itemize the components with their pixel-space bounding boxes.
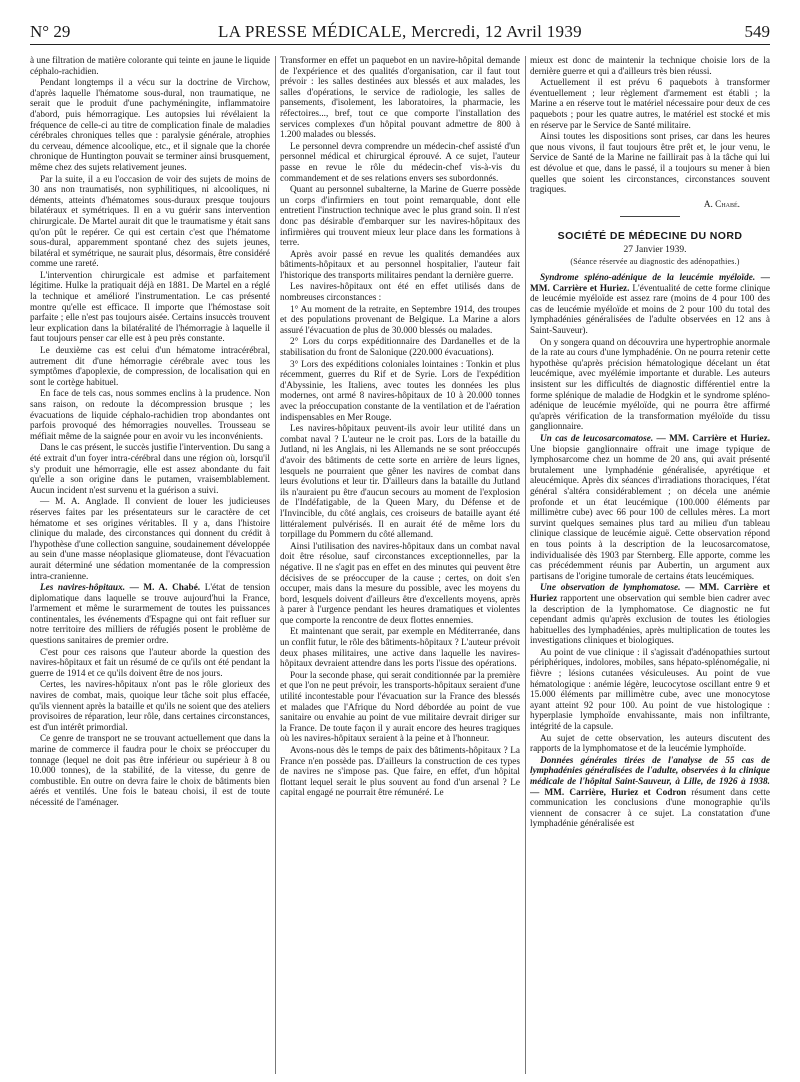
communication-title: Un cas de leucosarcomatose. <box>540 434 654 444</box>
paragraph: — M. A. Anglade. Il convient de louer les judicieuses réserves faites par les présentateurs sur le caractère de cet hématome et ses origines véritables. Il y a, dans l'histoire clinique du malade, des circonstances qui donnent du crédit à l'hypothèse d'une collection sanguine, soudainement développée au sein d'une masse néoplasique gliomateuse, dont l'évacuation aurait déterminé une sédation momentanée de la compression intra-cranienne. <box>30 497 270 582</box>
paragraph: Transformer en effet un paquebot en un navire-hôpital demande de l'expérience et des qualités d'organisation, car il faut tout prévoir : les salles destinées aux blessés et aux malades, les salles d'opérations, le service de radiologie, les salles de pansements, d'isolement, les laboratoires, la pharmacie, les réfectoires..., bref, tout ce que comporte l'installation des services complexes d'un hôpital pouvant admettre de 800 à 1.200 malades ou blessés. <box>280 56 520 141</box>
column-middle <box>280 56 520 1074</box>
communication-title: Une observation de lymphomatose. <box>540 583 681 594</box>
paragraph: Pour la seconde phase, qui serait conditionnée par la première et que l'on ne peut prévoir, les transports-hôpitaux seraient d'une utilité incontestable pour l'évacuation sur la France des blessés et malades que l'Afrique du Nord débordée au point de vue sanitaire ou envahie au point de vue militaire devrait diriger sur la France. De toute façon il y aurait encore des heures tragiques où les navires-hôpitaux seraient à la peine et à l'honneur. <box>280 670 520 745</box>
communication-authors: — MM. Carrière et Huriez <box>530 583 770 604</box>
author-signature: A. Chabé. <box>703 199 740 210</box>
article-author: — M. A. Chabé. <box>125 583 201 594</box>
paragraph: Ce genre de transport ne se trouvant actuellement que dans la marine de commerce il faudra pour le choix se préoccuper du tonnage (lequel ne doit pas être inférieur ou supérieur à 8 ou 10.000 tonnes), de la stabilité, de la vitesse, du genre de combustible. En outre on devra faire le choix de bâtiments bien aérés et ventilés. Une fois le bateau choisi, il est de toute nécessité de l'aménager. <box>30 734 270 808</box>
paragraph: 1° Au moment de la retraite, en Septembre 1914, des troupes et des populations provenant de Belgique. La Marine a alors assuré l'évacuation de plus de 30.000 blessés ou malades. <box>280 304 520 336</box>
paragraph: Les navires-hôpitaux ont été en effet utilisés dans de nombreuses circonstances : <box>280 282 520 304</box>
column-rule <box>275 56 276 1074</box>
paragraph: Dans le cas présent, le succès justifie l'intervention. Du sang a été extrait d'un foyer intra-cérébral dans une région où, lorsqu'il s'y produit une hémorragie, elle est assez abondante du fait qu'elle a son origine dans le putamen, vraisemblablement. Aucun incident n'est survenu et la guérison a suivi. <box>30 443 270 496</box>
paragraph: Avons-nous dès le temps de paix des bâtiments-hôpitaux ? La France n'en possède pas. D'ailleurs la construction de ces types de navires ne s'impose pas. Que faire, en effet, d'un hôpital flottant lequel serait le plus souvent au fond d'un arsenal ? Le capital engagé ne pourrait être rémunéré. Le <box>280 746 520 799</box>
paragraph: C'est pour ces raisons que l'auteur aborde la question des navires-hôpitaux et fait un résumé de ce qu'ils ont été pendant la guerre de 1914 et ce qu'ils doivent être de nos jours. <box>30 647 270 679</box>
communication-text: L'éventualité de cette forme clinique de leucémie myéloïde est assez rare (moins de 4 pour 100 des cas de leucémie myéloïde et moins de 2 pour 100 du total des lymphadénies généralisées de l'adulte observées en 12 ans à Saint-Sauveur). <box>530 283 770 337</box>
communication-title: Données générales tirées de l'analyse de 55 cas de lymphadénies généralisées de l'adulte, observées à la clinique médicale de l'hôpital Saint-Sauveur, à Lille, de 1926 à 1938. <box>530 755 770 787</box>
communication <box>530 583 770 647</box>
communication-authors: — MM. Carrière, Huriez et Codron <box>530 787 687 798</box>
communication <box>530 434 770 582</box>
paragraph: Par la suite, il a eu l'occasion de voir des sujets de moins de 30 ans non traumatisés, non syphilitiques, ni alcooliques, ni déments, atteints d'hématomes sous-duraux presque toujours bilatéraux et symétriques. Il en a vu guérir sans intervention chirurgicale. De Martel aurait dit que le traumatisme y était sans qu'on pût le repérer. Ce qui est certain c'est que l'hématome sous-dural, apparemment spontané chez des sujets jeunes, bilatéral et symétrique, ne saurait plus, désormais, être considéré comme une rareté. <box>30 174 270 270</box>
column-left <box>30 56 270 1074</box>
paragraph: à une filtration de matière colorante qui teinte en jaune le liquide céphalo-rachidien. <box>30 56 270 77</box>
paragraph: Actuellement il est prévu 6 paquebots à transformer éventuellement ; leur règlement d'armement est établi ; la Marine a en réserve tout le matériel nécessaire pour deux de ces paquebots ; pour les quatre autres, le matériel est stocké et mis en réserve par le Service de Santé militaire. <box>530 78 770 131</box>
article-title: Les navires-hôpitaux. <box>40 583 126 594</box>
column-right <box>530 56 770 1074</box>
paragraph: Pendant longtemps il a vécu sur la doctrine de Virchow, d'après laquelle l'hématome sous-dural, non traumatique, ne serait que le produit d'une pachyméningite, inflammatoire d'abord, puis hémorragique. Les autopsies lui révélaient la fréquence de celle-ci au titre de complication finale de maladies cérébrales chroniques telles que : paralysie générale, atrophies du cerveau, démence alcoolique, etc., et il signale que la chorée chronique de Huntington pouvait se terminer ainsi brusquement, même chez des sujets relativement jeunes. <box>30 78 270 173</box>
paragraph: Au sujet de cette observation, les auteurs discutent des rapports de la lymphomatose et de la leucémie lymphoïde. <box>530 733 770 755</box>
paragraph: Quant au personnel subalterne, la Marine de Guerre possède un corps d'infirmiers en tout point remarquable, dont elle entretient l'instruction technique avec le plus grand soin. Il n'est donc pas désirable d'embarquer sur les navires-hôpitaux des infirmières qui trouvent mieux leur place dans les formations à terre. <box>280 185 520 249</box>
paragraph: Ainsi l'utilisation des navires-hôpitaux dans un combat naval doit être résolue, sauf circonstances exceptionnelles, par la négative. Il ne s'agit pas en effet en des minutes qui peuvent être décisives de se préoccuper de la cause ; certes, on doit s'en occuper, mais dans la mesure du possible, avec les moyens du bord, lesquels doivent d'ailleurs être d'excellents moyens, après à parer à l'urgence pendant les heures dramatiques et violentes que comporte la rencontre de deux flottes ennemies. <box>280 541 520 626</box>
page-number: 549 <box>744 22 770 41</box>
paragraph: En face de tels cas, nous sommes enclins à la prudence. Non sans raison, on redoute la décompression brusque ; les évacuations de liquide céphalo-rachidien trop abondantes ont parfois provoqué des hémorragies nouvelles. Trousseau se méfiait même de la saignée pour en avoir vu les inconvénients. <box>30 389 270 442</box>
section-note: (Séance réservée au diagnostic des adénopathies.) <box>570 256 740 266</box>
communication <box>530 273 770 337</box>
communication-title: Syndrome spléno-adénique de la leucémie myéloïde. <box>540 273 756 284</box>
paragraph: mieux est donc de maintenir la technique choisie lors de la dernière guerre et qui a d'ailleurs très bien réussi. <box>530 56 770 77</box>
paragraph: Et maintenant que serait, par exemple en Méditerranée, dans un conflit futur, le rôle des bâtiments-hôpitaux ? L'auteur prévoit deux phases militaires, une active dans laquelle les navires-hôpitaux devraient attendre dans les ports l'issue des opérations. <box>280 627 520 670</box>
section-date: 27 Janvier 1939. <box>623 244 687 255</box>
section-divider <box>620 216 680 217</box>
article-intro <box>30 583 270 647</box>
communication-authors: — MM. Carrière et Huriez. <box>530 273 770 294</box>
paragraph: Au point de vue clinique : il s'agissait d'adénopathies surtout périphériques, indolores, mobiles, sans hépato-splénomégalie, ni fièvre ; lésions cutanées vésiculeuses. Au point de vue hématologique : anémie légère, leucocytose oscillant entre 9 et 15.000 éléments par millimètre cube, avec une monocytose ayant atteint 92 pour 100. Au point de vue histologique : hyperplasie lymphoïde envahissante, mais non infiltrante, intégrité de la capsule. <box>530 647 770 733</box>
paragraph: 2° Lors du corps expéditionnaire des Dardanelles et de la stabilisation du front de Salonique (220.000 évacuations). <box>280 337 520 359</box>
paragraph: Le personnel devra comprendre un médecin-chef assisté d'un personnel médical et chirurgical éprouvé. A ce sujet, l'auteur passe en revue le rôle du médecin-chef vis-à-vis du commandement et de ses relations envers ses subordonnés. <box>280 141 520 184</box>
column-rule <box>525 56 526 1074</box>
section-title: SOCIÉTÉ DE MÉDECINE DU NORD <box>557 230 743 243</box>
journal-title: LA PRESSE MÉDICALE, Mercredi, 12 Avril 1939 <box>218 22 582 41</box>
issue-number: N° 29 <box>30 22 71 41</box>
paragraph: L'intervention chirurgicale est admise et parfaitement légitime. Hulke la pratiquait déjà en 1881. De Martel en a réglé la technique et amélioré l'instrumentation. Le cas présenté montre qu'elle est efficace. Il importe que l'hémostase soit parfaite ; elle n'est pas toujours aisée. Certains insuccès trouvent leur explication dans la bilatéralité de l'hémorragie à laquelle il faut toujours penser car elle est à peu près constante. <box>30 270 270 345</box>
article-text: L'état de tension diplomatique dans laquelle se trouve aujourd'hui la France, l'armement et même le surarmement de toutes les puissances continentales, les événements d'Espagne qui ont fait refluer sur notre territoire des milliers de réfugiés posent le problème de questions sanitaires de premier ordre. <box>30 583 270 647</box>
communication-text: Une biopsie ganglionnaire offrait une image typique de lymphosarcome chez un homme de 20 ans, qui avait présenté brutalement une lymphadénie généralisée, apyrétique et aleucémique. Après dix séances d'irradiations thoraciques, l'état général s'altéra considérablement ; on décela une anémie profonde et un état leucémique (100.000 éléments par millimètre cube) avec 66 pour 100 de cellules mères. La mort survint quelques semaines plus tard au milieu d'un tableau clinique classique de leucémie aiguë. Cette observation répond en tous points à la description de la leucosarcomatose, individualisée dès 1903 par Sternberg. Elle apporte, comme les cas précédemment réunis par Aubertin, un argument aux partisans de l'origine tumorale de certains états leucémiques. <box>530 444 770 582</box>
communication-authors: — MM. Carrière et Huriez. <box>653 434 770 444</box>
paragraph: Ainsi toutes les dispositions sont prises, car dans les heures que nous vivons, il faut toujours être prêt et, le jour venu, le Service de Santé de la Marine ne faillirait pas à la tâche qui lui est dévolue et que, dans le passé, il a toujours su mener à bien quelles que soient les circonstances, circonstances souvent tragiques. <box>530 132 770 196</box>
paragraph: Certes, les navires-hôpitaux n'ont pas le rôle glorieux des navires de combat, mais, quoique leur tâche soit plus effacée, qu'ils viennent après la bataille et qu'ils ne soient que des ateliers provisoires de réparation, leur rôle, dans certaines circonstances, est d'un intérêt primordial. <box>30 680 270 733</box>
paragraph: 3° Lors des expéditions coloniales lointaines : Tonkin et plus récemment, guerres du Rif et de Syrie. Lors de l'expédition d'Abyssinie, les Italiens, avec toutes les données les plus modernes, ont armé 8 navires-hôpitaux de 10 à 20.000 tonnes avec la préoccupation constante de la ventilation et de l'aération indispensables en Mer Rouge. <box>280 359 520 423</box>
communication-text: résument dans cette communication les conclusions d'une monographie qu'ils viennent de consacrer à ce sujet. La constatation d'une lymphadénie généralisée est <box>530 787 770 830</box>
page-header <box>30 20 770 45</box>
communication <box>530 756 770 830</box>
communication-text: rapportent une observation qui semble bien cadrer avec la description de la lymphomatose. Ce diagnostic ne fut cependant admis qu'après exclusion de toutes les étiologies habituelles des lymphadénies, après multiplication de toutes les investigations cliniques et biologiques. <box>530 593 770 647</box>
paragraph: Le deuxième cas est celui d'un hématome intracérébral, autrement dit d'une hémorragie cérébrale avec tous les symptômes d'apoplexie, de compression, de localisation qui en sont le cortège habituel. <box>30 346 270 388</box>
paragraph: On y songera quand on découvrira une hypertrophie anormale de la rate au cours d'une lymphadénie. On ne pourra retenir cette hypothèse qu'après précision hématologique décelant un état leucémique, avec myélémie importante et durable. Les auteurs insistent sur les difficultés de diagnostic différentiel entre la forme splénique de maladie de Hodgkin et le syndrome spléno-adénique de leucémie myéloïde, qui ne pourra être affirmé qu'après vérification de la transformation myéloïde du tissu ganglionnaire. <box>530 337 770 433</box>
paragraph: Après avoir passé en revue les qualités demandées aux bâtiments-hôpitaux et au personnel hospitalier, l'auteur fait l'historique des transports militaires pendant la dernière guerre. <box>280 249 520 281</box>
paragraph: Les navires-hôpitaux peuvent-ils avoir leur utilité dans un combat naval ? L'auteur ne le croit pas. Lors de la bataille du Jutland, ni les Anglais, ni les Allemands ne se sont préoccupés d'avoir des bâtiments de cette sorte en arrière de leurs lignes, lesquels ne pourraient que gêner les navires de combat dans leurs évolutions et leur tir. D'ailleurs dans la bataille du Jutland ils n'auraient pu être d'aucun secours au moment de l'explosion de l'Indéfatigable, de la Queen Mary, du Défense et de l'Invincible, du côté anglais, ces croiseurs de bataille ayant été littéralement pulvérisés. Il en aurait été de même lors du torpillage du Pommern du côté allemand. <box>280 424 520 541</box>
